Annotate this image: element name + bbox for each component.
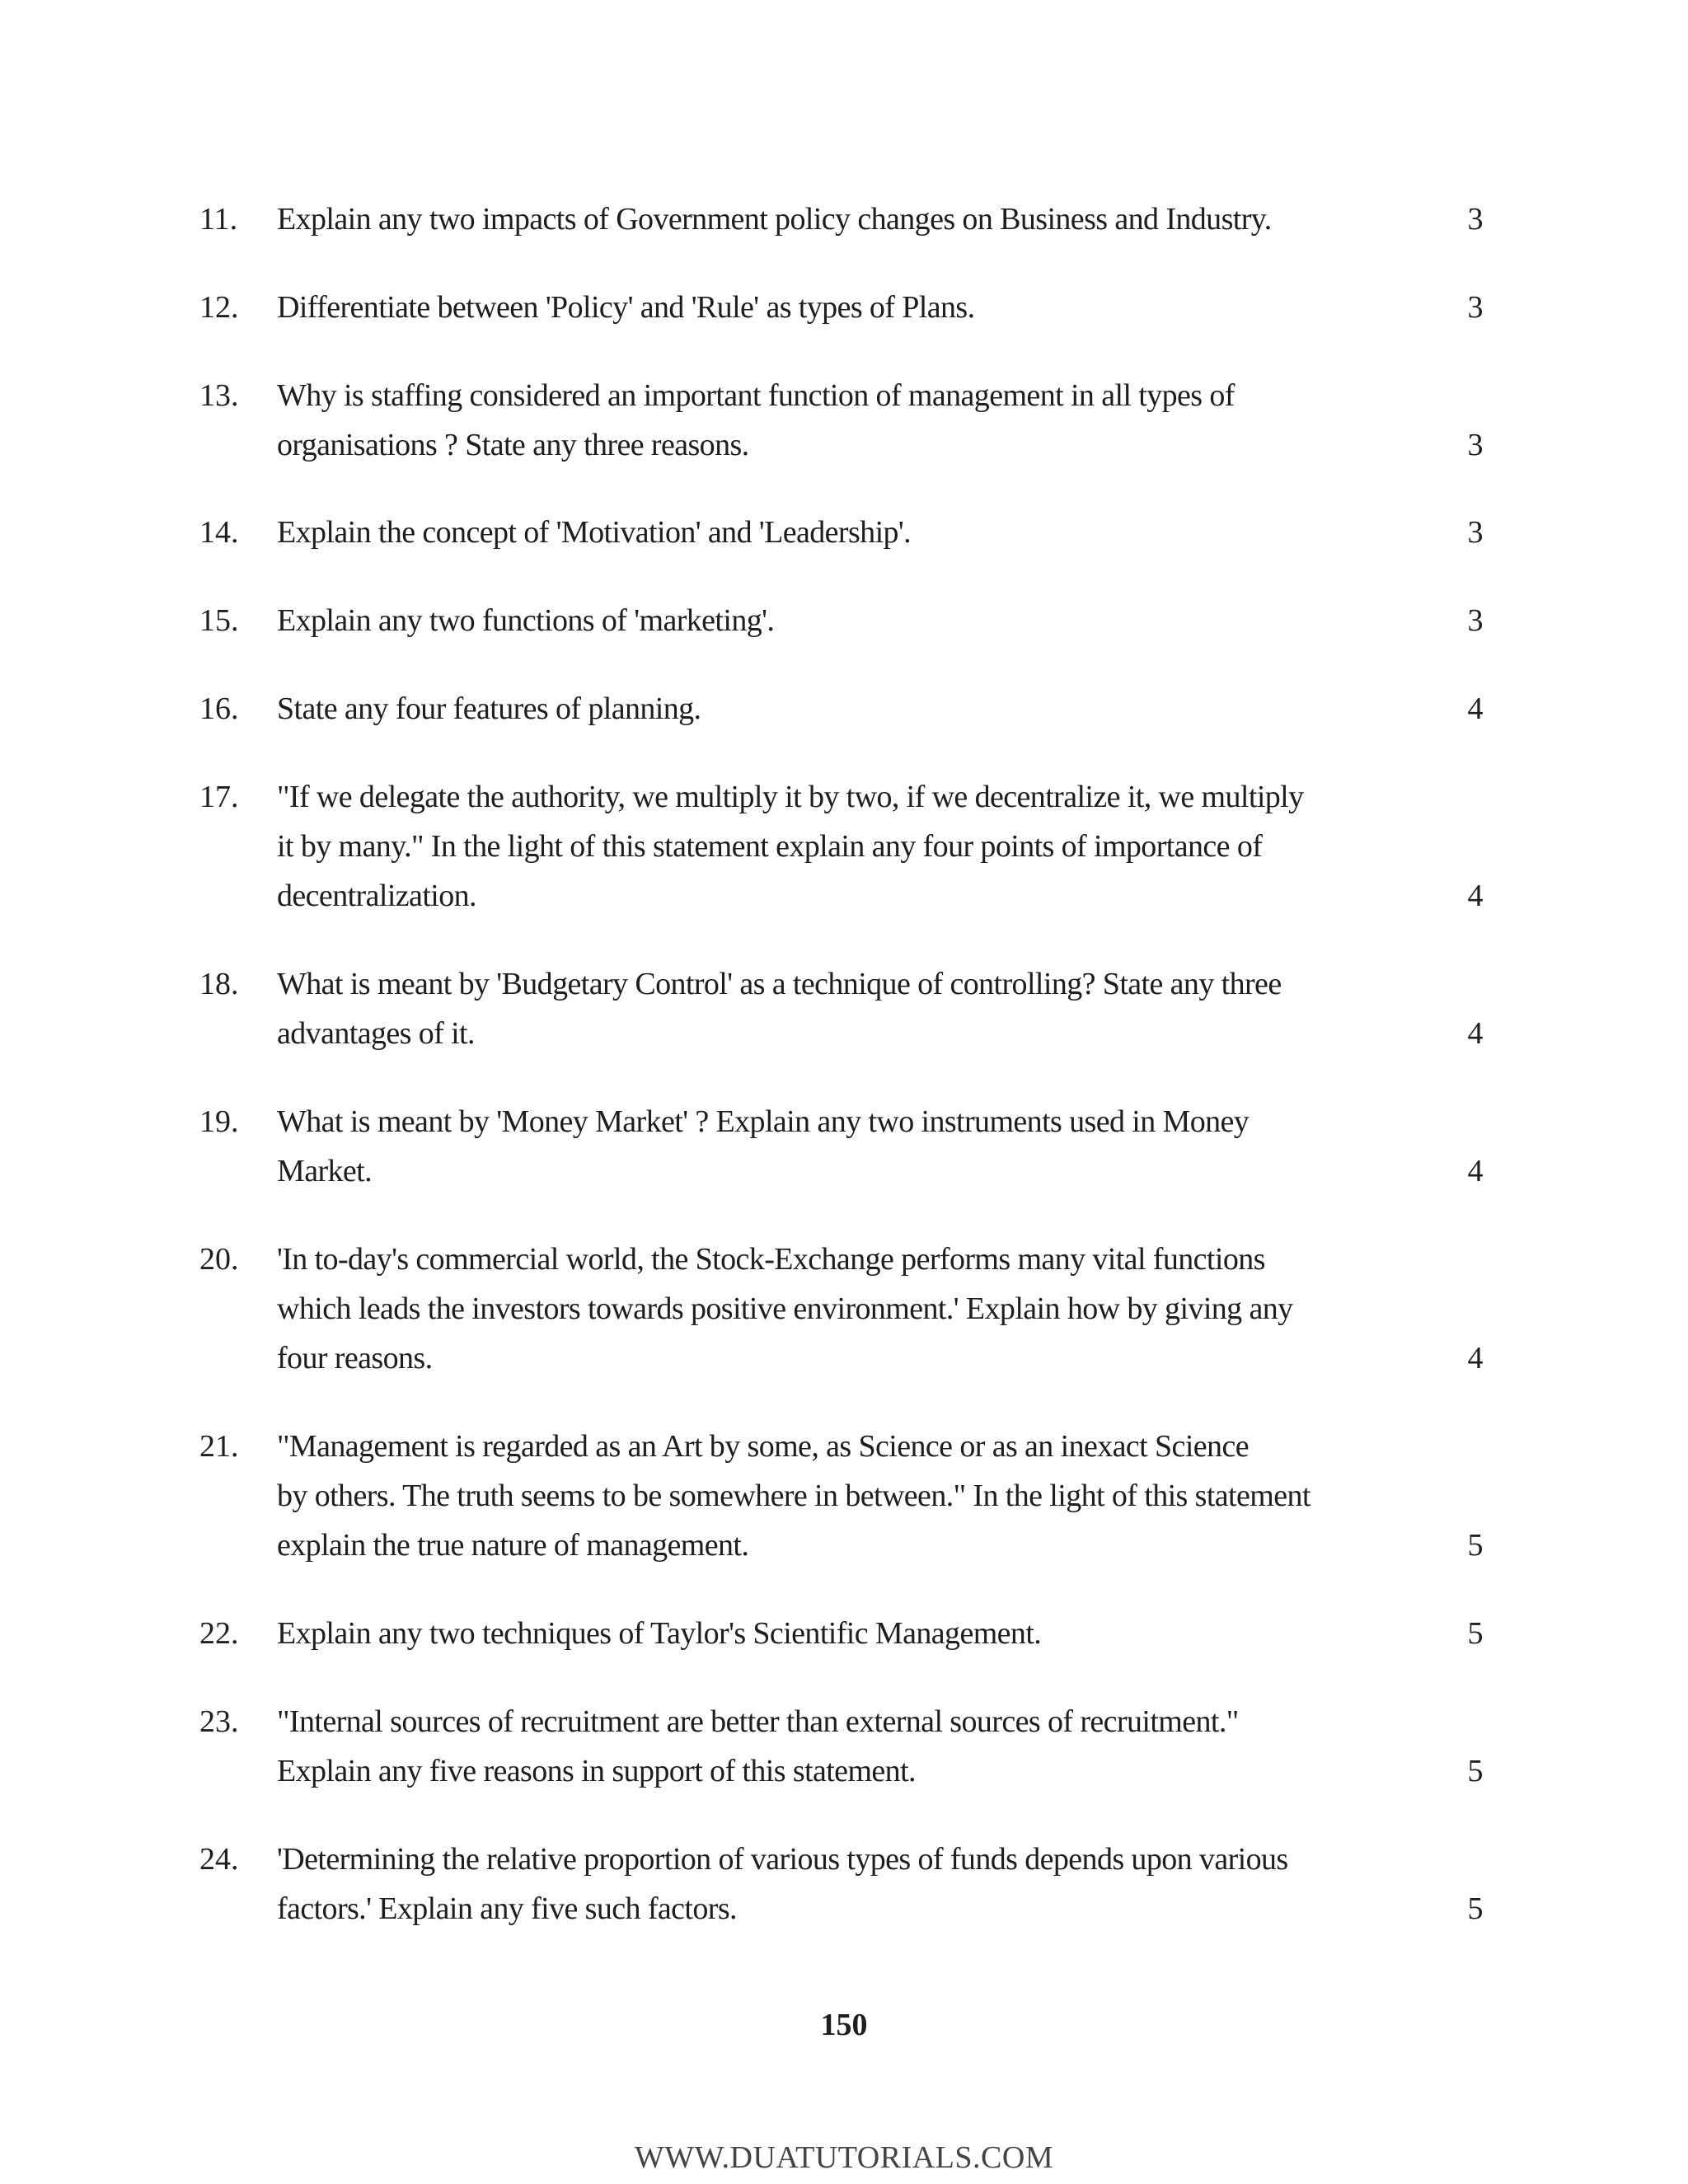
question-text (277, 1235, 1340, 1383)
question-text (277, 194, 1340, 244)
question-marks: 5 (1467, 1528, 1484, 1563)
question-text (277, 959, 1340, 1058)
question-text (277, 1835, 1340, 1933)
question-line: explain the true nature of management. (277, 1528, 749, 1563)
question-number: 11. (199, 202, 238, 237)
question-line: decentralization. (277, 879, 476, 913)
question-line: it by many." In the light of this statement explain any four points of importance of (277, 829, 1263, 864)
question-text (277, 1422, 1340, 1570)
question-line: which leads the investors towards positive environment.' Explain how by giving any (277, 1291, 1293, 1326)
question-number: 17. (199, 780, 239, 814)
question-marks: 5 (1467, 1891, 1484, 1926)
question-number: 13. (199, 378, 239, 413)
question-marks: 4 (1467, 691, 1484, 726)
question-marks: 3 (1467, 515, 1484, 550)
question-text (277, 596, 1340, 645)
footer-url: WWW.DUATUTORIALS.COM (634, 2140, 1054, 2175)
question-line: advantages of it. (277, 1016, 475, 1051)
question-marks: 5 (1467, 1754, 1484, 1788)
question-marks: 3 (1467, 603, 1484, 638)
question-marks: 4 (1467, 1154, 1484, 1188)
question-line: Market. (277, 1154, 373, 1188)
question-number: 23. (199, 1704, 239, 1739)
question-line: "Management is regarded as an Art by some, as Science or as an inexact Science (277, 1429, 1249, 1464)
question-line: "If we delegate the authority, we multiply it by two, if we decentralize it, we multiply (277, 780, 1304, 814)
question-line: Explain any two techniques of Taylor's Scientific Management. (277, 1616, 1042, 1651)
question-line: Why is staffing considered an important function of management in all types of (277, 378, 1235, 413)
question-line: Differentiate between 'Policy' and 'Rule' as types of Plans. (277, 290, 975, 325)
question-number: 20. (199, 1242, 239, 1277)
question-number: 21. (199, 1429, 239, 1464)
question-line: State any four features of planning. (277, 691, 701, 726)
question-text (277, 1697, 1340, 1796)
question-line: Explain any two functions of 'marketing'. (277, 603, 775, 638)
question-line: Explain any five reasons in support of this statement. (277, 1754, 916, 1788)
question-number: 14. (199, 515, 239, 550)
question-line: organisations ? State any three reasons. (277, 428, 749, 462)
question-text (277, 1609, 1340, 1658)
question-number: 18. (199, 967, 239, 1001)
question-text (277, 772, 1340, 921)
question-line: What is meant by 'Budgetary Control' as a technique of controlling? State any three (277, 967, 1282, 1001)
question-line: What is meant by 'Money Market' ? Explain any two instruments used in Money (277, 1104, 1250, 1139)
question-number: 24. (199, 1842, 239, 1877)
question-number: 22. (199, 1616, 239, 1651)
question-number: 16. (199, 691, 239, 726)
question-line: four reasons. (277, 1341, 433, 1376)
question-marks: 5 (1467, 1616, 1484, 1651)
question-text (277, 684, 1340, 733)
question-marks: 3 (1467, 290, 1484, 325)
question-number: 19. (199, 1104, 239, 1139)
page-number: 150 (820, 2008, 868, 2042)
question-text (277, 1097, 1340, 1196)
question-line: by others. The truth seems to be somewhere in between." In the light of this statement (277, 1479, 1311, 1513)
question-line: Explain any two impacts of Government policy changes on Business and Industry. (277, 202, 1272, 237)
question-line: 'In to-day's commercial world, the Stock-Exchange performs many vital functions (277, 1242, 1265, 1277)
question-text (277, 371, 1340, 470)
question-marks: 3 (1467, 428, 1484, 462)
question-text (277, 508, 1340, 557)
question-line: "Internal sources of recruitment are better than external sources of recruitment." (277, 1704, 1239, 1739)
question-line: factors.' Explain any five such factors. (277, 1891, 737, 1926)
question-marks: 4 (1467, 879, 1484, 913)
question-text (277, 283, 1340, 332)
question-line: Explain the concept of 'Motivation' and 'Leadership'. (277, 515, 912, 550)
question-number: 15. (199, 603, 239, 638)
question-line: 'Determining the relative proportion of various types of funds depends upon various (277, 1842, 1288, 1877)
question-marks: 3 (1467, 202, 1484, 237)
question-marks: 4 (1467, 1341, 1484, 1376)
question-number: 12. (199, 290, 239, 325)
question-marks: 4 (1467, 1016, 1484, 1051)
